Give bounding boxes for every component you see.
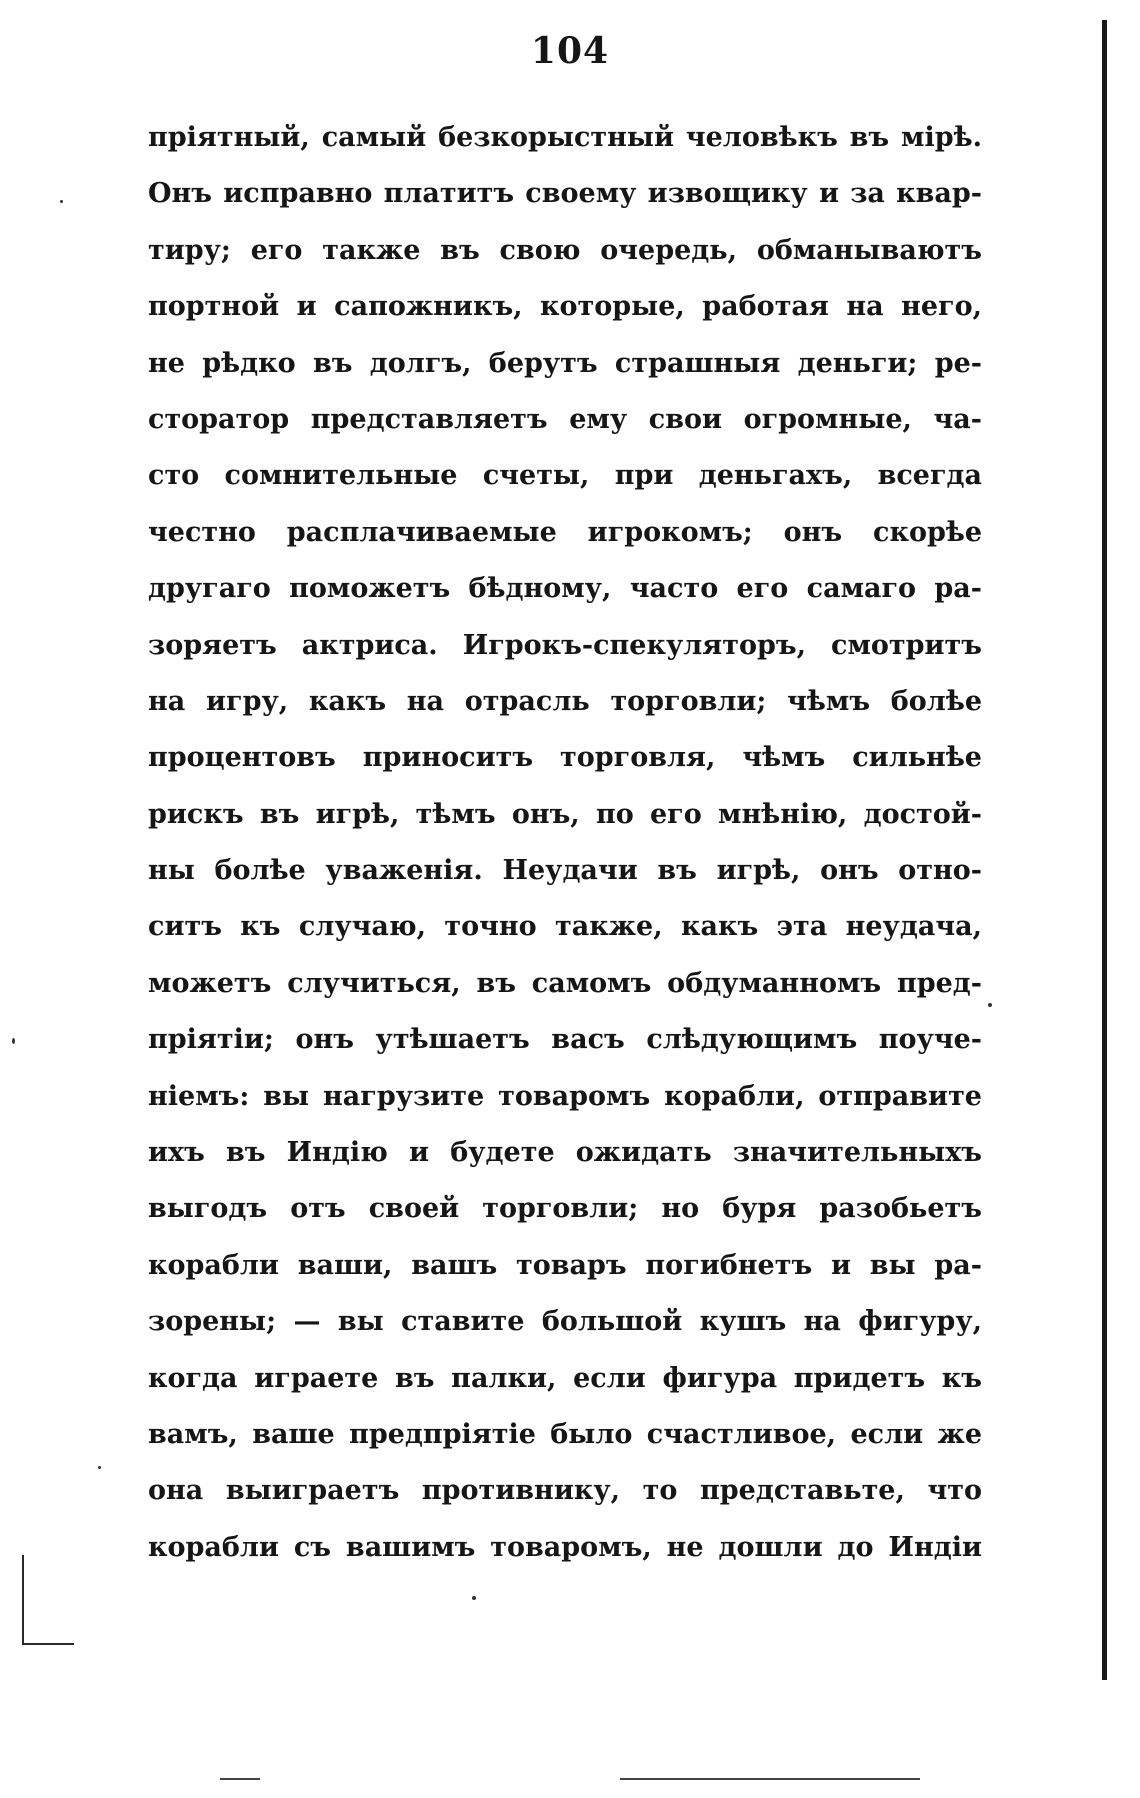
ink-speck [472,1596,476,1600]
text-line: вамъ, ваше предпріятіе было счастливое, если же [148,1418,982,1450]
text-line: ны болѣе уваженія. Неудачи въ игрѣ, онъ отно- [148,855,982,887]
text-line: пріятіи; онъ утѣшаетъ васъ слѣдующимъ поуче- [148,1024,982,1056]
text-line: сто сомнительные счеты, при деньгахъ, всегда [148,460,982,492]
text-line: ихъ въ Индію и будете ожидать значительныхъ [148,1137,982,1169]
text-line: пріятный, самый безкорыстный человѣкъ въ мірѣ. [148,122,982,153]
ink-speck [12,1038,15,1044]
text-line: не рѣдко въ долгъ, берутъ страшныя деньги; ре- [148,347,982,379]
text-line: корабли ваши, вашъ товаръ погибнетъ и вы ра- [148,1249,982,1281]
bottom-dash [620,1778,920,1780]
text-line: другаго поможетъ бѣдному, часто его самаго ра- [148,573,982,605]
text-line: сторатор представляетъ ему свои огромные, ча- [148,403,982,435]
text-line: портной и сапожникъ, которые, работая на него, [148,291,982,323]
text-line: когда играете въ палки, если фигура придетъ къ [148,1362,982,1394]
page-edge-rule [1102,20,1107,1680]
ink-speck [98,1466,101,1469]
text-line: зорены; — вы ставите большой кушъ на фигуру, [148,1306,982,1338]
bottom-dash [220,1778,260,1780]
text-line: выгодъ отъ своей торговли; но буря разобьетъ [148,1193,982,1225]
text-line: ніемъ: вы нагрузите товаромъ корабли, отправите [148,1080,982,1112]
text-line: на игру, какъ на отрасль торговли; чѣмъ болѣе [148,685,982,717]
page-number: 104 [530,30,610,72]
text-line: ситъ къ случаю, точно также, какъ эта неудача, [148,911,982,943]
ink-speck [60,200,63,203]
text-line: зоряетъ актриса. Игрокъ-спекуляторъ, смотритъ [148,629,982,661]
body-text [148,110,982,1576]
corner-mark-horizontal [22,1643,74,1645]
text-line: она выиграетъ противнику, то представьте, что [148,1475,982,1507]
text-line: честно расплачиваемые игрокомъ; онъ скорѣе [148,516,982,548]
text-line: процентовъ приноситъ торговля, чѣмъ сильнѣе [148,742,982,774]
ink-speck [988,1003,992,1007]
text-line: Онъ исправно платитъ своему извощику и за квар- [148,178,982,210]
corner-mark-vertical [22,1555,24,1645]
text-line: корабли съ вашимъ товаромъ, не дошли до Индіи [148,1531,982,1563]
text-line: рискъ въ игрѣ, тѣмъ онъ, по его мнѣнію, достой- [148,798,982,830]
text-line: тиру; его также въ свою очередь, обманываютъ [148,234,982,266]
text-line: можетъ случиться, въ самомъ обдуманномъ пред- [148,967,982,999]
